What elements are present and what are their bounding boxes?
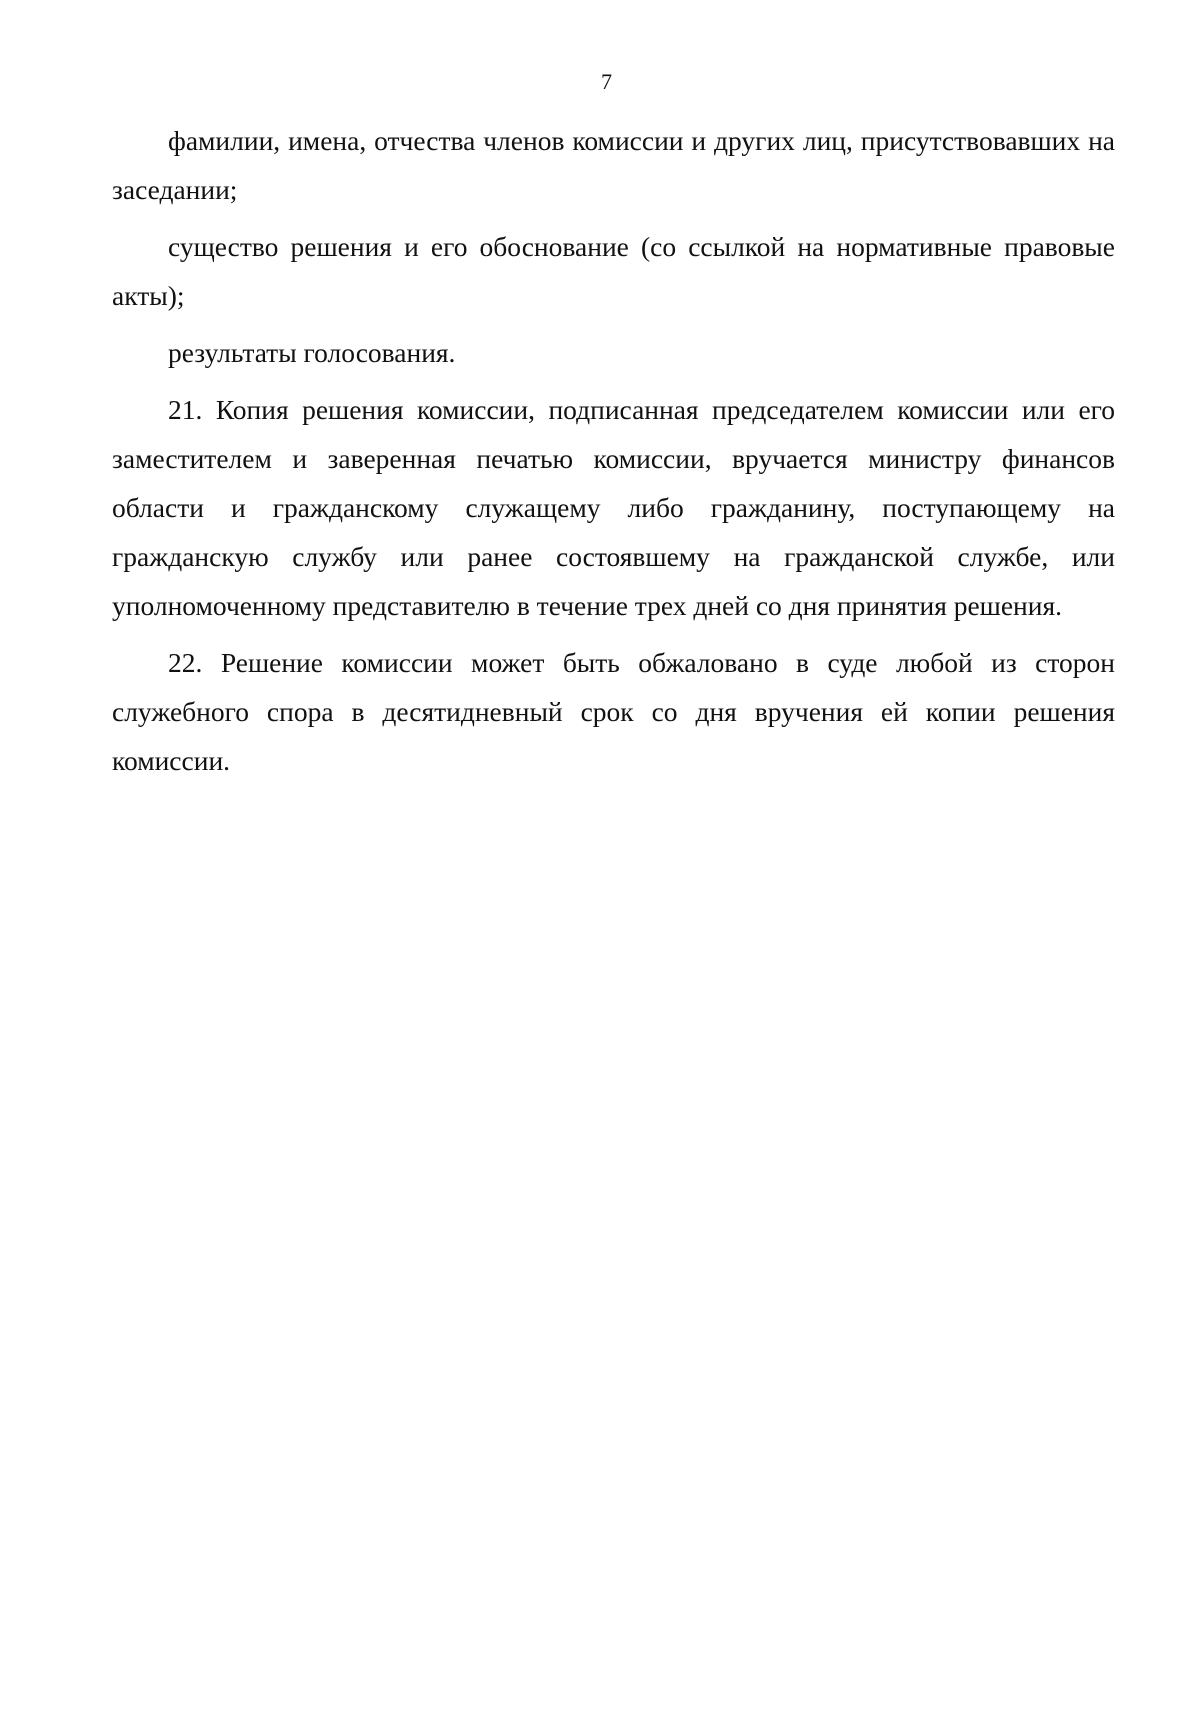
paragraph-attendees: фамилии, имена, отчества членов комиссии и других лиц, присутствовавших на заседании;: [112, 125, 1115, 205]
paragraph-voting-results: результаты голосования.: [168, 337, 456, 368]
page-number: 7: [601, 69, 612, 94]
paragraph-decision-essence: существо решения и его обоснование (со ссылкой на нормативные правовые акты);: [112, 231, 1115, 311]
paragraph-clause-21: 21. Копия решения комиссии, подписанная председателем комиссии или его заместителем и заверенная печатью комиссии, вручается министру финансов области и гражданскому служащему либо гражданину, поступающему на гражданскую службу или ранее состоявшему на гражданской службе, или уполномоченному представителю в течение трех дней со дня принятия решения.: [112, 394, 1115, 621]
document-body: [112, 116, 1115, 793]
paragraph-clause-22: 22. Решение комиссии может быть обжаловано в суде любой из сторон служебного спора в десятидневный срок со дня вручения ей копии решения комиссии.: [112, 647, 1115, 776]
